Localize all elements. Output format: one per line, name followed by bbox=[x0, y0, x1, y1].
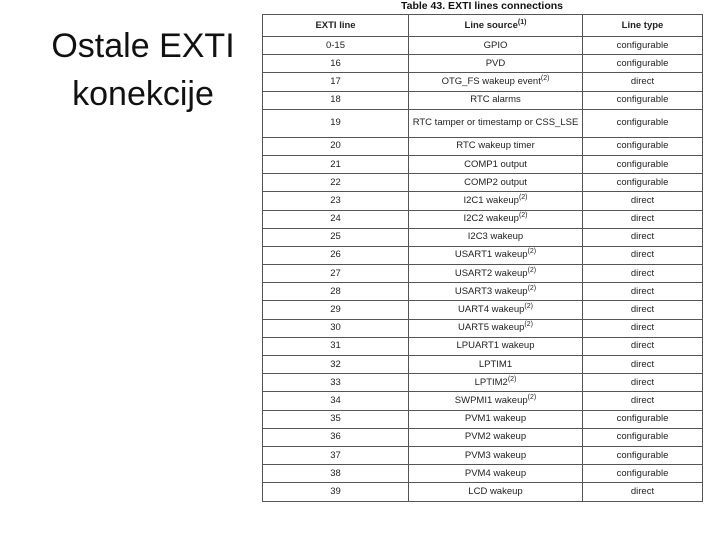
cell-line-source-text: COMP2 output bbox=[464, 176, 527, 188]
cell-line-type: direct bbox=[583, 265, 703, 283]
table-row bbox=[263, 174, 703, 192]
cell-line-source bbox=[409, 37, 583, 55]
cell-line-type: configurable bbox=[583, 428, 703, 446]
cell-exti-line: 34 bbox=[263, 392, 409, 410]
cell-exti-line: 19 bbox=[263, 109, 409, 137]
header-line-source-label: Line source bbox=[464, 20, 518, 31]
cell-line-type: configurable bbox=[583, 91, 703, 109]
cell-line-source bbox=[409, 356, 583, 374]
cell-line-source-text: SWPMI1 wakeup bbox=[454, 394, 528, 406]
table-row bbox=[263, 109, 703, 137]
cell-line-type: configurable bbox=[583, 465, 703, 483]
header-exti-line: EXTI line bbox=[263, 15, 409, 37]
footnote-mark: (2) bbox=[527, 266, 537, 274]
cell-line-type: direct bbox=[583, 73, 703, 91]
cell-line-type: configurable bbox=[583, 410, 703, 428]
cell-exti-line: 21 bbox=[263, 155, 409, 173]
cell-line-source bbox=[409, 91, 583, 109]
cell-line-source bbox=[409, 265, 583, 283]
footnote-mark: (2) bbox=[540, 74, 550, 82]
cell-line-source bbox=[409, 55, 583, 73]
cell-line-type: direct bbox=[583, 483, 703, 501]
table-row bbox=[263, 319, 703, 337]
table-row bbox=[263, 265, 703, 283]
cell-exti-line: 30 bbox=[263, 319, 409, 337]
cell-line-type: configurable bbox=[583, 174, 703, 192]
exti-lines-table bbox=[262, 14, 703, 502]
cell-line-source-text: OTG_FS wakeup event bbox=[441, 75, 541, 87]
cell-line-type: configurable bbox=[583, 109, 703, 137]
footnote-mark: (2) bbox=[527, 248, 537, 256]
cell-line-source-text: USART1 wakeup bbox=[454, 249, 528, 261]
cell-exti-line: 35 bbox=[263, 410, 409, 428]
cell-line-source bbox=[409, 283, 583, 301]
cell-exti-line: 24 bbox=[263, 210, 409, 228]
table-row bbox=[263, 283, 703, 301]
cell-line-source bbox=[409, 446, 583, 464]
cell-line-source bbox=[409, 483, 583, 501]
cell-line-type: direct bbox=[583, 319, 703, 337]
cell-line-type: direct bbox=[583, 374, 703, 392]
cell-exti-line: 27 bbox=[263, 265, 409, 283]
cell-line-source-text: PVM3 wakeup bbox=[464, 449, 527, 461]
cell-line-source bbox=[409, 374, 583, 392]
cell-line-type: configurable bbox=[583, 137, 703, 155]
cell-line-type: direct bbox=[583, 210, 703, 228]
table-row bbox=[263, 410, 703, 428]
cell-line-source bbox=[409, 301, 583, 319]
cell-line-source bbox=[409, 246, 583, 264]
cell-line-source-text: RTC alarms bbox=[470, 94, 521, 106]
table-row bbox=[263, 155, 703, 173]
cell-exti-line: 32 bbox=[263, 356, 409, 374]
footnote-mark: (2) bbox=[524, 321, 533, 329]
cell-line-source-text: COMP1 output bbox=[464, 158, 527, 170]
cell-line-source bbox=[409, 428, 583, 446]
slide-title bbox=[28, 22, 258, 118]
cell-line-source bbox=[409, 337, 583, 355]
header-footnote-mark: (1) bbox=[517, 18, 527, 26]
table-row bbox=[263, 91, 703, 109]
footnote-mark: (2) bbox=[518, 211, 528, 219]
table-row bbox=[263, 246, 703, 264]
cell-line-source bbox=[409, 137, 583, 155]
table-header-row bbox=[263, 15, 703, 37]
cell-line-source-text: GPIO bbox=[483, 39, 508, 51]
cell-exti-line: 28 bbox=[263, 283, 409, 301]
table-row bbox=[263, 73, 703, 91]
cell-line-type: direct bbox=[583, 356, 703, 374]
cell-line-source bbox=[409, 228, 583, 246]
cell-line-source-text: PVM4 wakeup bbox=[464, 467, 527, 479]
footnote-mark: (2) bbox=[527, 393, 537, 401]
cell-line-source-text: UART5 wakeup bbox=[458, 322, 525, 334]
table-row bbox=[263, 55, 703, 73]
cell-exti-line: 16 bbox=[263, 55, 409, 73]
table-row bbox=[263, 483, 703, 501]
cell-line-source-text: I2C1 wakeup bbox=[463, 194, 519, 206]
cell-line-source bbox=[409, 109, 583, 137]
cell-exti-line: 0-15 bbox=[263, 37, 409, 55]
cell-exti-line: 20 bbox=[263, 137, 409, 155]
cell-exti-line: 39 bbox=[263, 483, 409, 501]
slide-title-line-2: konekcije bbox=[72, 75, 214, 113]
cell-line-type: direct bbox=[583, 228, 703, 246]
footnote-mark: (2) bbox=[507, 375, 517, 383]
cell-line-type: configurable bbox=[583, 446, 703, 464]
cell-line-source bbox=[409, 174, 583, 192]
table-row bbox=[263, 301, 703, 319]
table-row bbox=[263, 465, 703, 483]
cell-line-source-text: PVM1 wakeup bbox=[464, 413, 527, 425]
cell-line-source-text: UART4 wakeup bbox=[458, 304, 525, 316]
cell-line-source bbox=[409, 73, 583, 91]
cell-line-source bbox=[409, 392, 583, 410]
table-row bbox=[263, 37, 703, 55]
header-line-source bbox=[409, 15, 583, 37]
cell-line-type: direct bbox=[583, 392, 703, 410]
cell-exti-line: 22 bbox=[263, 174, 409, 192]
cell-exti-line: 33 bbox=[263, 374, 409, 392]
cell-line-source bbox=[409, 210, 583, 228]
table-row bbox=[263, 392, 703, 410]
cell-line-type: direct bbox=[583, 283, 703, 301]
table-row bbox=[263, 337, 703, 355]
cell-line-type: direct bbox=[583, 246, 703, 264]
cell-exti-line: 17 bbox=[263, 73, 409, 91]
cell-line-source-text: RTC wakeup timer bbox=[456, 140, 535, 152]
table-row bbox=[263, 374, 703, 392]
cell-line-source bbox=[409, 319, 583, 337]
cell-line-type: configurable bbox=[583, 155, 703, 173]
cell-line-source-text: LPTIM1 bbox=[478, 358, 513, 370]
table-row bbox=[263, 356, 703, 374]
cell-exti-line: 29 bbox=[263, 301, 409, 319]
cell-line-source bbox=[409, 155, 583, 173]
table-caption: Table 43. EXTI lines connections bbox=[400, 0, 564, 12]
cell-exti-line: 26 bbox=[263, 246, 409, 264]
cell-line-source-text: LPTIM2 bbox=[474, 376, 508, 388]
cell-exti-line: 36 bbox=[263, 428, 409, 446]
cell-line-source bbox=[409, 465, 583, 483]
cell-line-type: direct bbox=[583, 301, 703, 319]
cell-line-source bbox=[409, 410, 583, 428]
cell-line-source-text: USART3 wakeup bbox=[454, 285, 528, 297]
cell-line-type: direct bbox=[583, 337, 703, 355]
slide-title-line-1: Ostale EXTI bbox=[51, 27, 235, 65]
table-row bbox=[263, 192, 703, 210]
cell-line-source-text: LCD wakeup bbox=[468, 485, 523, 497]
table-row bbox=[263, 210, 703, 228]
footnote-mark: (2) bbox=[524, 302, 533, 310]
cell-exti-line: 38 bbox=[263, 465, 409, 483]
cell-line-source-text: RTC tamper or timestamp or CSS_LSE bbox=[412, 117, 579, 129]
table-body bbox=[263, 37, 703, 502]
cell-line-source-text: LPUART1 wakeup bbox=[456, 340, 535, 352]
cell-line-source-text: USART2 wakeup bbox=[454, 267, 528, 279]
cell-exti-line: 25 bbox=[263, 228, 409, 246]
cell-line-type: configurable bbox=[583, 55, 703, 73]
footnote-mark: (2) bbox=[518, 193, 528, 201]
cell-exti-line: 31 bbox=[263, 337, 409, 355]
cell-exti-line: 37 bbox=[263, 446, 409, 464]
table-row bbox=[263, 137, 703, 155]
cell-line-type: direct bbox=[583, 192, 703, 210]
table-row bbox=[263, 228, 703, 246]
cell-line-source bbox=[409, 192, 583, 210]
cell-line-type: configurable bbox=[583, 37, 703, 55]
cell-exti-line: 18 bbox=[263, 91, 409, 109]
table-row bbox=[263, 428, 703, 446]
cell-line-source-text: PVM2 wakeup bbox=[464, 431, 527, 443]
cell-exti-line: 23 bbox=[263, 192, 409, 210]
header-line-type: Line type bbox=[583, 15, 703, 37]
cell-line-source-text: I2C3 wakeup bbox=[467, 231, 524, 243]
cell-line-source-text: I2C2 wakeup bbox=[463, 213, 519, 225]
cell-line-source-text: PVD bbox=[485, 57, 506, 69]
footnote-mark: (2) bbox=[527, 284, 537, 292]
table-row bbox=[263, 446, 703, 464]
